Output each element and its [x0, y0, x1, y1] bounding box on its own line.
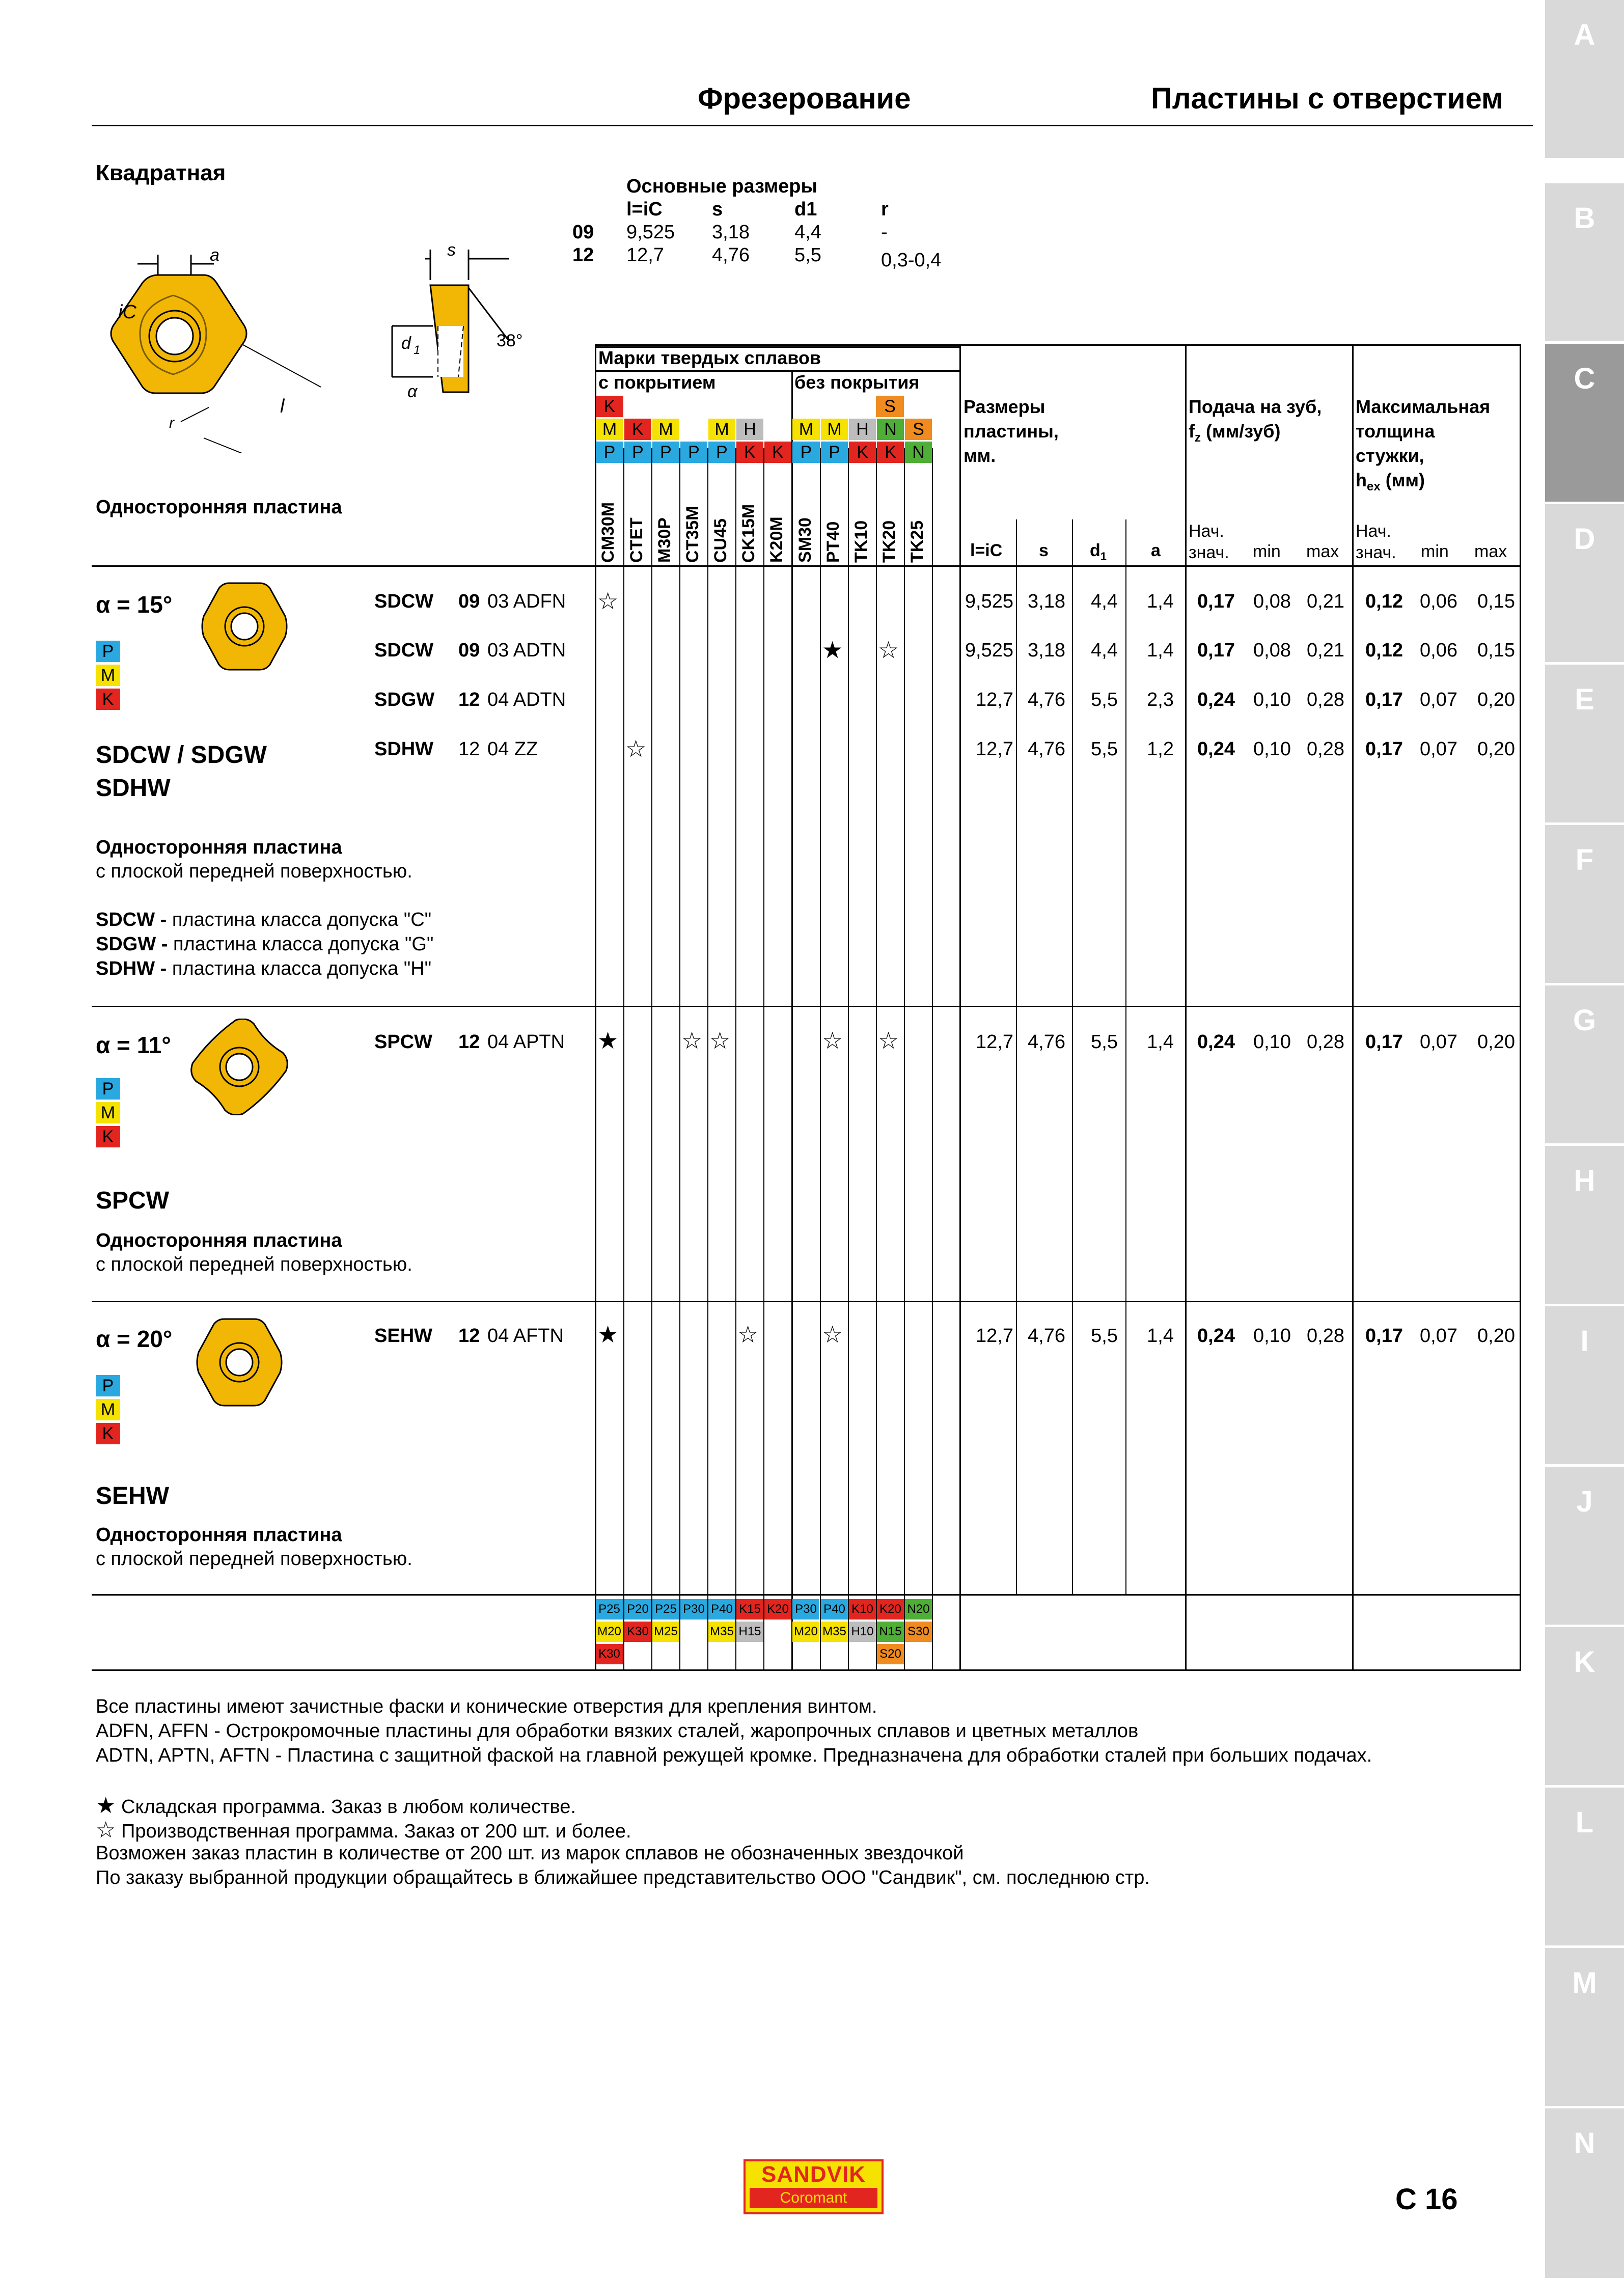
header-rule [92, 125, 1533, 126]
table-cell: 4,4 [1091, 591, 1118, 612]
table-cell: 1,2 [1147, 738, 1174, 760]
insert-description-title: Односторонняя пластина [96, 1524, 342, 1546]
table-cell: 12,7 [976, 738, 1013, 760]
table-cell: 9,525 [965, 640, 1013, 661]
table-cell: 4,76 [1028, 1325, 1065, 1347]
iso-k-badge: K [96, 689, 120, 710]
legend-production: ☆ Производственная программа. Заказ от 200 шт. и более. [96, 1818, 631, 1843]
insert-family-name: SPCW [96, 1187, 169, 1214]
svg-text:l: l [280, 396, 285, 417]
iso-h-chip: H [849, 419, 876, 440]
grade-code-chip: P30 [792, 1599, 819, 1620]
svg-text:s: s [447, 240, 456, 260]
star-production: ☆ [878, 637, 899, 663]
table-row[interactable]: SPCW 12 04 APTN [374, 1031, 565, 1053]
grade-grid [651, 448, 652, 1671]
table-cell: 0,28 [1307, 1325, 1344, 1347]
table-cell: 0,06 [1420, 640, 1457, 661]
grade-code-chip: K30 [624, 1622, 651, 1642]
insert-description-title: Односторонняя пластина [96, 1230, 342, 1251]
table-head-rule [595, 344, 1521, 346]
table-cell: 0,17 [1365, 1031, 1403, 1053]
side-tab-i[interactable]: I [1545, 1306, 1624, 1464]
grade-name: CK15M [739, 504, 758, 563]
svg-text:iC: iC [118, 301, 136, 323]
grade-code-chip: M35 [821, 1622, 848, 1642]
table-cell: 0,10 [1253, 738, 1291, 760]
table-cell: 0,10 [1253, 1031, 1291, 1053]
table-cell: 0,08 [1253, 591, 1291, 612]
star-production: ☆ [709, 1027, 731, 1054]
table-row[interactable]: SEHW 12 04 AFTN [374, 1325, 564, 1347]
insert-icon [188, 1311, 290, 1413]
star-production: ☆ [878, 1027, 899, 1054]
table-cell: 0,08 [1253, 640, 1291, 661]
page-title: Пластины с отверстием [1151, 82, 1503, 115]
grade-code-chip: H15 [736, 1622, 763, 1642]
size-grid [1072, 519, 1073, 1594]
ordering-code: SDCW [374, 591, 434, 612]
grade-code-chip: K20 [877, 1599, 904, 1620]
table-cell: 0,24 [1197, 738, 1235, 760]
grade-name: CTET [627, 517, 646, 563]
insert-description: с плоской передней поверхностью. [96, 861, 412, 882]
col-header: a [1151, 541, 1161, 560]
feed-header: Подача на зуб, $f_z$ (мм/зуб) [1189, 396, 1322, 445]
iso-p-badge: P [96, 1078, 120, 1100]
table-bottom-rule [92, 1594, 1521, 1596]
table-cell: 0,15 [1477, 591, 1515, 612]
iso-m-chip: M [708, 419, 735, 440]
iso-k-chip: K [764, 442, 791, 463]
table-cell: 0,17 [1365, 738, 1403, 760]
table-cell: 0,28 [1307, 689, 1344, 710]
grade-code-chip: K20 [764, 1599, 791, 1620]
section-title: Фрезерование [698, 82, 911, 115]
hex-grid [1352, 344, 1354, 1671]
insert-family-name: SDHW [96, 775, 171, 802]
iso-n-chip: N [905, 442, 932, 463]
grade-code-chip: N15 [877, 1622, 904, 1642]
grade-code-chip: M35 [708, 1622, 735, 1642]
table-cell: 0,06 [1420, 591, 1457, 612]
feed-min-label: min [1253, 542, 1281, 561]
iso-h-chip: H [736, 419, 763, 440]
side-tab-g[interactable]: G [1545, 985, 1624, 1143]
size-grid [1125, 519, 1126, 1594]
basic-col: s [712, 199, 723, 220]
table-cell: 5,5 [1091, 1325, 1118, 1347]
grade-code-chip: P40 [821, 1599, 848, 1620]
grade-grid [848, 448, 849, 1671]
table-cell: 0,24 [1197, 1325, 1235, 1347]
grade-name: CM30M [598, 502, 618, 563]
logo-brand: SANDVIK [761, 2162, 866, 2187]
star-stock: ★ [597, 1027, 619, 1054]
legend-stock: ★ Складская программа. Заказ в любом количестве. [96, 1793, 576, 1818]
coated-header: с покрытием [598, 372, 716, 393]
insert-description: с плоской передней поверхностью. [96, 1548, 412, 1570]
grade-code-chip: K15 [736, 1599, 763, 1620]
insert-description: с плоской передней поверхностью. [96, 1254, 412, 1275]
table-cell: 0,24 [1197, 1031, 1235, 1053]
table-cell: 0,17 [1197, 591, 1235, 612]
side-tab-m[interactable]: M [1545, 1948, 1624, 2106]
table-cell: 0,10 [1253, 689, 1291, 710]
table-cell: 0,15 [1477, 640, 1515, 661]
size-grid [1016, 519, 1017, 1594]
grade-code-chip: M25 [652, 1622, 679, 1642]
col-header: l=iC [970, 541, 1003, 560]
codes-bottom-rule [92, 1669, 1521, 1671]
table-cell: 5,5 [1091, 1031, 1118, 1053]
footer-note: ADTN, APTN, AFTN - Пластина с защитной фаской на главной режущей кромке. Предназначена для обработки сталей при больших подачах. [96, 1745, 1372, 1766]
iso-s-chip: S [876, 396, 904, 417]
star-stock: ★ [597, 1321, 619, 1348]
grade-grid [595, 344, 596, 1671]
tolerance-note: SDHW - пластина класса допуска "H" [96, 958, 432, 979]
grade-grid [623, 448, 624, 1671]
table-cell: 4,76 [1028, 1031, 1065, 1053]
hex-max-label: max [1474, 542, 1507, 561]
iso-m-badge: M [96, 1399, 120, 1420]
grade-grid [791, 370, 793, 1671]
iso-n-chip: N [877, 419, 904, 440]
iso-k-chip: K [849, 442, 876, 463]
side-tab-k[interactable]: K [1545, 1627, 1624, 1785]
hex-start-label: Нач. знач. [1356, 522, 1396, 562]
iso-m-badge: M [96, 665, 120, 686]
insert-side-view-diagram [377, 239, 560, 423]
table-right-grid [1520, 344, 1521, 1671]
grade-code-chip: P25 [596, 1599, 623, 1620]
iso-k-badge: K [96, 1126, 120, 1147]
sizes-header: Размеры пластины, мм. [964, 396, 1059, 466]
grade-code-chip: S30 [905, 1622, 932, 1642]
logo-sub: Coromant [750, 2188, 877, 2208]
table-row[interactable]: SDGW 12 04 ADTN [374, 689, 566, 710]
grade-code-chip: S20 [877, 1644, 904, 1664]
table-cell: 9,525 [965, 591, 1013, 612]
header-bottom-rule [92, 565, 1521, 567]
table-cell: 0,07 [1420, 689, 1457, 710]
star-production: ☆ [625, 735, 647, 762]
grade-code-chip: P20 [624, 1599, 651, 1620]
side-tab-l[interactable]: L [1545, 1788, 1624, 1945]
shape-title: Квадратная [96, 160, 226, 185]
grade-code-chip: P40 [708, 1599, 735, 1620]
side-tab-d[interactable]: D [1545, 504, 1624, 662]
table-cell: 0,24 [1197, 689, 1235, 710]
table-cell: 5,5 [1091, 689, 1118, 710]
table-cell: 0,20 [1477, 689, 1515, 710]
side-tab-n[interactable]: N [1545, 2108, 1624, 2278]
iso-p-chip: P [680, 442, 707, 463]
insert-icon [194, 575, 295, 677]
iso-p-chip: P [792, 442, 820, 463]
table-cell: 0,28 [1307, 1031, 1344, 1053]
table-cell: 0,07 [1420, 1325, 1457, 1347]
table-cell: 3,18 [1028, 591, 1065, 612]
table-cell: 1,4 [1147, 591, 1174, 612]
table-cell: 0,21 [1307, 640, 1344, 661]
iso-m-badge: M [96, 1102, 120, 1123]
grade-name: SM30 [795, 517, 815, 563]
table-cell: 0,20 [1477, 1031, 1515, 1053]
star-production: ☆ [681, 1027, 703, 1054]
table-cell: 0,21 [1307, 591, 1344, 612]
star-stock-icon: ★ [96, 1793, 116, 1818]
table-cell: 1,4 [1147, 1325, 1174, 1347]
grade-name: CU45 [711, 518, 730, 563]
table-cell: 0,12 [1365, 640, 1403, 661]
grade-grid [876, 448, 877, 1671]
star-production: ☆ [822, 1321, 843, 1348]
table-cell: 4,4 [1091, 640, 1118, 661]
grade-code-chip: H10 [849, 1622, 876, 1642]
basic-col: d1 [794, 199, 817, 220]
iso-k-chip: K [877, 442, 904, 463]
alpha-label: α = 15° [96, 591, 173, 618]
iso-p-chip: P [821, 442, 848, 463]
table-cell: 0,17 [1365, 689, 1403, 710]
grade-code-chip: N20 [905, 1599, 932, 1620]
basic-col: l=iC [626, 199, 663, 220]
table-cell: 1,4 [1147, 640, 1174, 661]
legend-note: По заказу выбранной продукции обращайтесь в ближайшее представительство ООО "Сандвик", см. последнюю стр. [96, 1867, 1150, 1888]
single-sided-label: Односторонняя пластина [96, 497, 342, 518]
feed-grid [1185, 344, 1187, 1671]
grade-name: TK10 [851, 520, 871, 563]
grade-grid [735, 448, 736, 1671]
side-tab-e[interactable]: E [1545, 665, 1624, 822]
alpha-label: α = 11° [96, 1032, 171, 1058]
grade-grid [959, 344, 961, 1671]
insert-family-name: SDCW / SDGW [96, 742, 267, 769]
group-rule [92, 1301, 1521, 1302]
grade-code-chip: P30 [680, 1599, 707, 1620]
iso-m-chip: M [652, 419, 679, 440]
insert-family-name: SEHW [96, 1483, 169, 1509]
grade-grid [820, 448, 821, 1671]
grade-code-chip: M20 [792, 1622, 819, 1642]
grade-name: M30P [655, 517, 674, 563]
table-cell: 12,7 [976, 689, 1013, 710]
table-cell: 12,7 [976, 1031, 1013, 1053]
iso-p-chip: P [624, 442, 651, 463]
table-cell: 5,5 [1091, 738, 1118, 760]
table-cell: 0,17 [1197, 640, 1235, 661]
table-cell: 0,07 [1420, 1031, 1457, 1053]
svg-text:a: a [210, 245, 219, 265]
side-tab-b[interactable]: B [1545, 183, 1624, 341]
alpha-label: α = 20° [96, 1326, 173, 1352]
iso-p-chip: P [596, 442, 623, 463]
iso-m-chip: M [596, 419, 623, 440]
table-cell: 3,18 [1028, 640, 1065, 661]
table-cell: 4,76 [1028, 689, 1065, 710]
feed-max-label: max [1306, 542, 1339, 561]
iso-p-chip: P [652, 442, 679, 463]
table-cell: 4,76 [1028, 738, 1065, 760]
grade-name: TK25 [907, 520, 927, 563]
feed-start-label: Нач. знач. [1189, 522, 1229, 562]
insert-top-view-diagram [92, 234, 356, 453]
iso-m-chip: M [792, 419, 820, 440]
legend-note: Возможен заказ пластин в количестве от 200 шт. из марок сплавов не обозначенных звездочкой [96, 1843, 964, 1864]
iso-p-badge: P [96, 1375, 120, 1396]
table-row[interactable]: SDCW 09 03 ADTN [374, 640, 566, 661]
uncoated-header: без покрытия [794, 372, 920, 393]
col-header: $d_1$ [1090, 541, 1107, 563]
grade-code-chip: P25 [652, 1599, 679, 1620]
tolerance-note: SDGW - пластина класса допуска "G" [96, 934, 434, 955]
table-cell: 1,4 [1147, 1031, 1174, 1053]
sandvik-logo[interactable] [744, 2159, 884, 2214]
basic-dims-title: Основные размеры [626, 176, 817, 197]
side-tab-h[interactable]: H [1545, 1146, 1624, 1304]
code-suffix: 03 ADFN [487, 591, 566, 612]
iso-s-chip: S [905, 419, 932, 440]
group-rule [92, 1006, 1521, 1007]
basic-col: r [881, 199, 889, 220]
page-number: C 16 [1395, 2183, 1458, 2216]
iso-p-chip: P [708, 442, 735, 463]
grade-grid [679, 448, 680, 1671]
side-tab-j[interactable]: J [1545, 1467, 1624, 1625]
grades-header: Марки твердых сплавов [598, 347, 821, 368]
grade-code-chip: K30 [596, 1644, 623, 1664]
grade-grid [904, 448, 905, 1671]
hex-min-label: min [1421, 542, 1449, 561]
grade-code-chip: K10 [849, 1599, 876, 1620]
svg-text:α: α [407, 382, 418, 401]
table-cell: 2,3 [1147, 689, 1174, 710]
table-cell: 0,20 [1477, 738, 1515, 760]
svg-text:r: r [169, 415, 174, 431]
hex-header: Максимальная толщина стужки, $h_{ex}$ (мм) [1356, 396, 1491, 494]
grade-code-chip: M20 [596, 1622, 623, 1642]
svg-text:1: 1 [414, 343, 421, 357]
star-production: ☆ [597, 588, 619, 614]
table-cell: 0,20 [1477, 1325, 1515, 1347]
iso-k-chip: K [596, 396, 623, 417]
footer-note: ADFN, AFFN - Остpокромочные пластины для обработки вязких сталей, жаропрочных сплавов и цветных металлов [96, 1720, 1139, 1742]
star-production-icon: ☆ [96, 1818, 116, 1843]
side-tab-a[interactable]: A [1545, 0, 1624, 158]
table-cell: 12,7 [976, 1325, 1013, 1347]
grade-grid [763, 448, 764, 1671]
iso-m-chip: M [821, 419, 848, 440]
table-cell: 0,12 [1365, 591, 1403, 612]
iso-k-chip: K [624, 419, 651, 440]
grade-name: PT40 [823, 521, 843, 563]
iso-p-badge: P [96, 641, 120, 662]
table-cell: 0,28 [1307, 738, 1344, 760]
grade-name: TK20 [879, 520, 899, 563]
table-row[interactable]: SDHW 12 04 ZZ [374, 738, 538, 760]
star-stock: ★ [822, 637, 843, 663]
grade-name: CT35M [683, 506, 702, 563]
footer-note: Все пластины имеют зачистные фаски и конические отверстия для крепления винтом. [96, 1696, 877, 1717]
iso-k-badge: K [96, 1423, 120, 1444]
insert-icon [188, 1019, 290, 1115]
iso-k-chip: K [736, 442, 763, 463]
side-tab-f[interactable]: F [1545, 825, 1624, 983]
grade-grid [932, 448, 933, 1671]
insert-description-title: Односторонняя пластина [96, 837, 342, 858]
svg-text:38°: 38° [497, 331, 523, 350]
side-tab-c[interactable]: C [1545, 344, 1624, 502]
grade-name: K20M [767, 516, 786, 563]
star-production: ☆ [822, 1027, 843, 1054]
table-row[interactable] [374, 591, 593, 616]
table-cell: 0,10 [1253, 1325, 1291, 1347]
col-header: s [1039, 541, 1049, 560]
table-cell: 0,17 [1365, 1325, 1403, 1347]
grade-grid [707, 448, 708, 1671]
size-code: 09 [458, 591, 480, 612]
star-production: ☆ [737, 1321, 759, 1348]
svg-text:d: d [401, 334, 411, 353]
table-cell: 0,07 [1420, 738, 1457, 760]
tolerance-note: SDCW - пластина класса допуска "C" [96, 909, 432, 930]
